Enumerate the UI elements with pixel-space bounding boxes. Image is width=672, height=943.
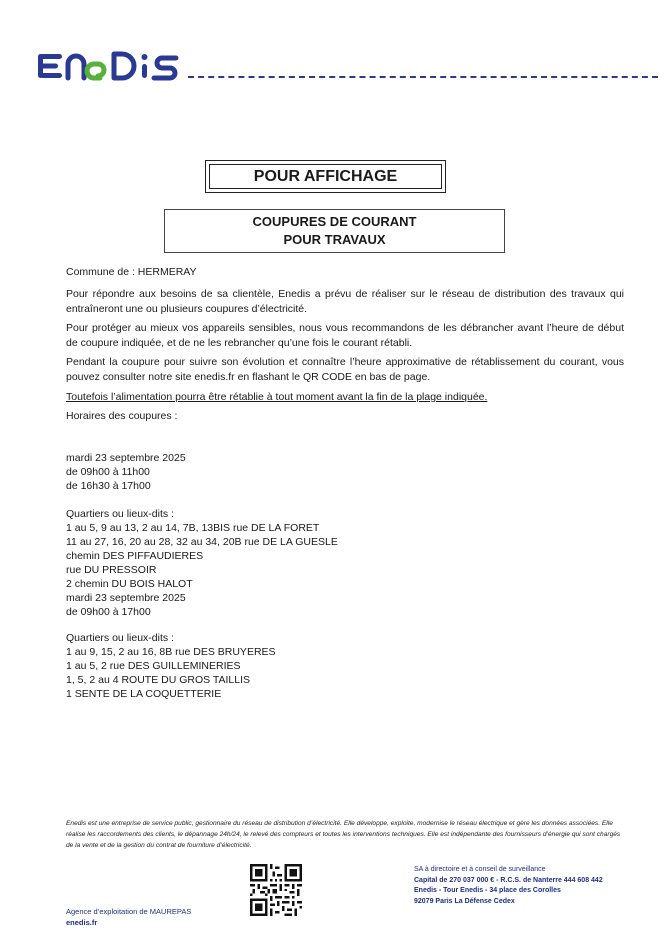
footer-legal-text: Enedis est une entreprise de service public, gestionnaire du réseau de distribution d’électricité. Elle développe, exploite, modernise le réseau électrique et gère les données associées. Elle réalise les raccordements des clients, le dépannage 24h/24, le relevé des compteurs et toutes les interventions techniques. Elle est indépendante des fournisseurs d’énergie qui sont chargés de la vente et de la gestion du contrat de fourniture d’électricité.: [66, 820, 621, 849]
cut2-area-3: 1, 5, 2 au 4 ROUTE DU GROS TAILLIS: [66, 674, 251, 686]
header-rule: [188, 76, 658, 78]
cut1-slot-1: de 09h00 à 11h00: [66, 466, 150, 478]
cut2-areas-label: Quartiers ou lieux-dits :: [66, 632, 174, 644]
warning-text: Toutefois l’alimentation pourra être rétablie à tout moment avant la fin de la plage indiquée.: [66, 391, 488, 403]
agency-block: [66, 906, 191, 928]
paragraph-1: Pour répondre aux besoins de sa clientèle, Enedis a prévu de réaliser sur le réseau de distribution des travaux qui entraîneront une ou plusieurs coupures d’électricité.: [66, 288, 624, 315]
schedule-label: Horaires des coupures :: [66, 410, 178, 422]
website-link[interactable]: enedis.fr: [66, 918, 98, 927]
enedis-logo: [38, 50, 180, 82]
cut1-slot-2: de 16h30 à 17h00: [66, 480, 151, 492]
subtitle-line-1: COUPURES DE COURANT: [252, 214, 417, 229]
cut2-date: mardi 23 septembre 2025: [66, 592, 186, 604]
company-line-3: Enedis - Tour Enedis - 34 place des Corolles: [414, 887, 561, 894]
cut2-area-4: 1 SENTE DE LA COQUETTERIE: [66, 688, 222, 700]
title-text: POUR AFFICHAGE: [209, 164, 442, 189]
cut1-area-5: 2 chemin DU BOIS HALOT: [66, 578, 193, 590]
cut1-area-4: rue DU PRESSOIR: [66, 564, 157, 576]
cut2-area-1: 1 au 9, 15, 2 au 16, 8B rue DES BRUYERES: [66, 646, 276, 658]
cut1-area-2: 11 au 27, 16, 20 au 28, 32 au 34, 20B rue DE LA GUESLE: [66, 536, 338, 548]
company-line-2: Capital de 270 037 000 € - R.C.S. de Nanterre 444 608 442: [414, 876, 603, 884]
cut1-area-1: 1 au 5, 9 au 13, 2 au 14, 7B, 13BIS rue DE LA FORET: [66, 522, 320, 534]
title-box: [205, 160, 446, 193]
cut1-areas-label: Quartiers ou lieux-dits :: [66, 508, 174, 520]
company-info: [414, 865, 603, 907]
subtitle-box: [164, 209, 505, 253]
paragraph-2: Pour protéger au mieux vos appareils sensibles, nous vous recommandons de les débrancher avant l’heure de début de coupure indiquée, et de ne les rebrancher qu’une fois le courant rétabli.: [66, 322, 624, 349]
agency-name: Agence d’exploitation de MAUREPAS: [66, 907, 192, 916]
cut2-slot-1: de 09h00 à 17h00: [66, 606, 151, 618]
subtitle-line-2: POUR TRAVAUX: [283, 232, 386, 247]
qr-code-icon[interactable]: [250, 864, 302, 916]
company-line-1: SA à directoire et à conseil de surveillance: [414, 866, 546, 873]
cut1-area-3: chemin DES PIFFAUDIERES: [66, 550, 204, 562]
commune: Commune de : HERMERAY: [66, 266, 197, 278]
company-line-4: 92079 Paris La Défense Cedex: [414, 897, 515, 905]
cut1-date: mardi 23 septembre 2025: [66, 452, 186, 464]
cut2-area-2: 1 au 5, 2 rue DES GUILLEMINERIES: [66, 660, 241, 672]
paragraph-3: Pendant la coupure pour suivre son évolution et connaître l’heure approximative de rétablissement du courant, vous pouvez consulter notre site enedis.fr en flashant le QR CODE en bas de page.: [66, 356, 624, 383]
